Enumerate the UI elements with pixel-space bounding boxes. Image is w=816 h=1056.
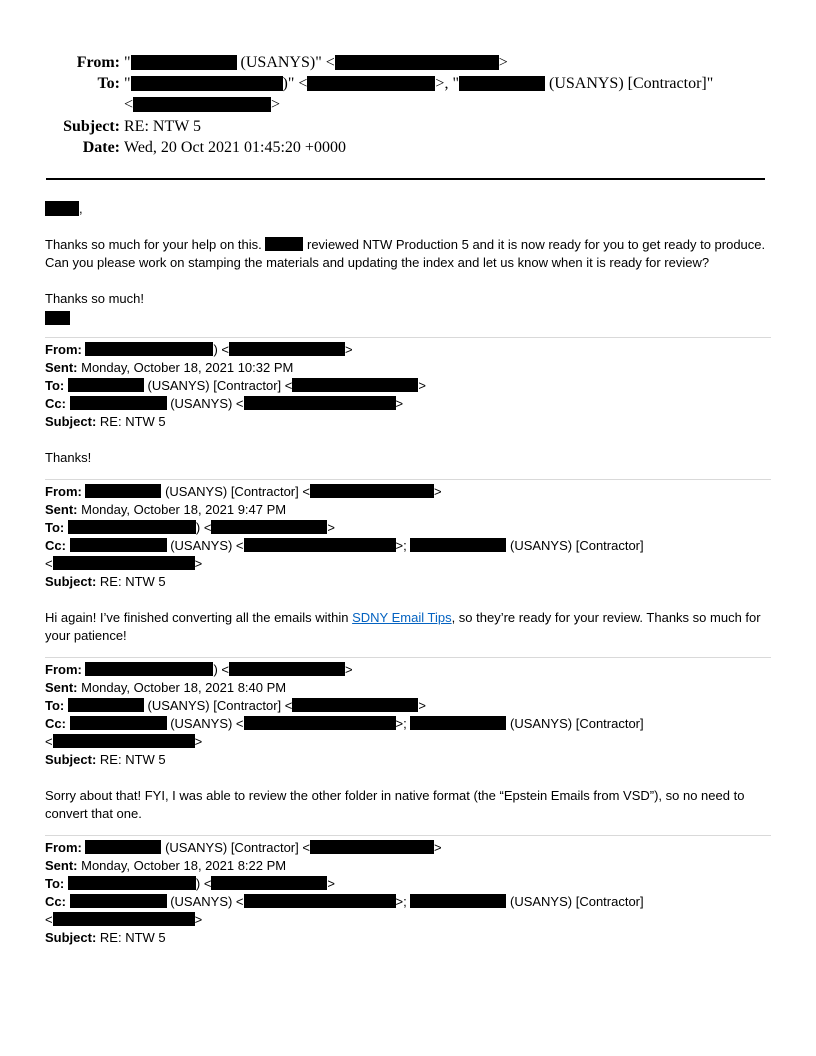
redacted-email [244,396,396,410]
to-line [45,697,775,715]
subject-line [45,413,775,431]
cc-text: (USANYS) < [170,538,244,553]
gt: > [395,396,404,411]
sent-line [45,501,775,519]
from-label: From: [45,484,82,499]
para1-after: reviewed NTW Production 5 and it is now ready for you to get ready to produce. Can you please work on stamping the materials and updating the index and let us know when it is ready for review? [45,237,766,270]
header-subject-row [0,116,816,137]
from-label: From: [45,342,82,357]
redacted-email [133,97,271,112]
redacted-name [70,396,167,410]
email-header [0,52,816,158]
cc-text: (USANYS) < [170,716,244,731]
cc-line [45,395,775,413]
to-line [45,875,775,893]
lt: < [45,912,53,927]
redacted-email [229,662,345,676]
header-divider [46,178,765,180]
message-text [45,609,775,645]
date-label: Date: [82,139,120,156]
redacted-email [244,894,396,908]
to-label: To: [45,378,65,393]
to-text: ) < [195,876,212,891]
redacted-name [85,484,161,498]
redacted-name [85,342,213,356]
redacted-email [292,698,418,712]
redacted-email [53,556,195,570]
redacted-name [68,876,196,890]
gt: > [194,556,203,571]
redacted-name [410,716,506,730]
subject-label: Subject: [45,930,97,945]
cc-label: Cc: [45,716,66,731]
sent-value: Monday, October 18, 2021 8:40 PM [81,680,287,695]
redacted-name [68,378,144,392]
header-from-row [0,52,816,73]
gt: > [433,840,442,855]
subject-line [45,573,775,591]
redacted-email [292,378,418,392]
cc-sep: >; [395,716,411,731]
redacted-email [310,484,434,498]
from-line [45,341,775,359]
redacted-email [229,342,345,356]
redacted-name [70,538,167,552]
cc-org: (USANYS) [Contractor] [509,894,644,909]
cc-line [45,715,775,733]
para1-before: Thanks so much for your help on this. [45,237,266,252]
signature [45,308,775,328]
subject-value: RE: NTW 5 [99,574,166,589]
redacted-name [45,201,79,216]
cc-line [45,537,775,555]
gt: > [345,342,353,357]
cc-org: (USANYS) [Contractor] [509,716,644,731]
signoff: Thanks so much! [45,291,144,306]
from-label: From: [45,662,82,677]
thread-message-4 [45,839,775,947]
gt: > [418,378,426,393]
sent-value: Monday, October 18, 2021 8:22 PM [81,858,287,873]
redacted-email [335,55,499,70]
text-after-link: , so they’re ready for your review. Thanks so much for your patience! [45,610,761,643]
to-line [45,377,775,395]
redacted-name [85,840,161,854]
header-to-row [0,73,816,94]
subject-value: RE: NTW 5 [124,118,202,135]
from-text: (USANYS) [Contractor] < [165,484,310,499]
from-value [124,52,508,73]
to-text: ) < [195,520,212,535]
sent-label: Sent: [45,858,78,873]
redacted-name [68,520,196,534]
cc-label: Cc: [45,396,66,411]
sent-line [45,359,775,377]
redacted-name [131,76,283,91]
cc-text: (USANYS) < [170,894,244,909]
redacted-email [310,840,434,854]
lt: < [45,556,53,571]
from-text: ) < [213,662,230,677]
redacted-email [307,76,435,91]
to-text: (USANYS) [Contractor] < [147,698,293,713]
subject-label: Subject: [63,118,120,135]
sent-label: Sent: [45,502,78,517]
message-text: Thanks! [45,450,92,465]
thread-message-1 [45,341,775,467]
to-text: (USANYS) [Contractor] < [147,378,293,393]
date-value: Wed, 20 Oct 2021 01:45:20 +0000 [124,139,346,156]
redacted-name [459,76,545,91]
email-body [45,200,775,947]
to-org: (USANYS) [Contractor]" [544,75,714,92]
sent-label: Sent: [45,680,78,695]
cc-sep: >; [395,894,411,909]
sent-value: Monday, October 18, 2021 10:32 PM [81,360,294,375]
cc-sep: >; [395,538,411,553]
redacted-email [53,912,195,926]
lt: < [45,734,53,749]
to-quote: " [124,75,131,92]
sent-line [45,679,775,697]
cc-line-2 [45,555,775,573]
redacted-signature [45,311,70,325]
from-line [45,661,775,679]
gt: > [433,484,442,499]
subject-label: Subject: [45,414,97,429]
redacted-name [85,662,213,676]
redacted-name [70,894,167,908]
redacted-name [70,716,167,730]
subject-value: RE: NTW 5 [99,752,166,767]
from-org: (USANYS)" < [236,54,335,71]
subject-value: RE: NTW 5 [99,414,166,429]
redacted-email [244,538,396,552]
to-sep-1: )" < [282,75,308,92]
gt: > [194,734,203,749]
gt: > [418,698,426,713]
from-text: (USANYS) [Contractor] < [165,840,310,855]
to-label: To: [97,75,120,92]
to-label: To: [45,876,65,891]
to-value-2 [124,94,280,115]
header-to-row-2 [0,94,816,116]
to2-end: > [271,96,281,113]
redacted-email [211,876,327,890]
to-sep-2: >, " [435,75,459,92]
subject-value: RE: NTW 5 [99,930,166,945]
sent-value: Monday, October 18, 2021 9:47 PM [81,502,287,517]
cc-org: (USANYS) [Contractor] [509,538,644,553]
redacted-name [68,698,144,712]
subject-line [45,751,775,769]
greeting [45,200,775,218]
cc-line [45,893,775,911]
gt: > [327,520,336,535]
redacted-email [244,716,396,730]
to-line [45,519,775,537]
cc-line-2 [45,911,775,929]
thread-message-3 [45,661,775,823]
from-line [45,839,775,857]
subject-line [45,929,775,947]
message-paragraph [45,236,775,272]
redacted-name [410,894,506,908]
subject-label: Subject: [45,752,97,767]
text-before-link: Hi again! I’ve finished converting all the emails within [45,610,353,625]
cc-label: Cc: [45,894,66,909]
subject-label: Subject: [45,574,97,589]
sent-line [45,857,775,875]
redacted-name [131,55,237,70]
from-label: From: [76,54,120,71]
from-line [45,483,775,501]
cc-line-2 [45,733,775,751]
cc-text: (USANYS) < [170,396,244,411]
cc-label: Cc: [45,538,66,553]
redacted-email [211,520,327,534]
gt: > [345,662,353,677]
thread-message-2 [45,483,775,645]
gt: > [194,912,203,927]
from-text: ) < [213,342,230,357]
from-quote: " [124,54,131,71]
greeting-comma: , [79,201,83,216]
from-end: > [498,54,508,71]
gt: > [327,876,336,891]
to2-start: < [124,96,134,113]
to-label: To: [45,520,65,535]
sent-label: Sent: [45,360,78,375]
header-date-row [0,137,816,158]
redacted-name [265,237,303,251]
redacted-email [53,734,195,748]
message-text: Sorry about that! FYI, I was able to review the other folder in native format (the “Epstein Emails from VSD”), so no need to convert that one. [45,788,745,821]
to-value [124,73,713,94]
sdny-email-tips-link[interactable]: SDNY Email Tips [352,610,452,625]
to-label: To: [45,698,65,713]
from-label: From: [45,840,82,855]
redacted-name [410,538,506,552]
